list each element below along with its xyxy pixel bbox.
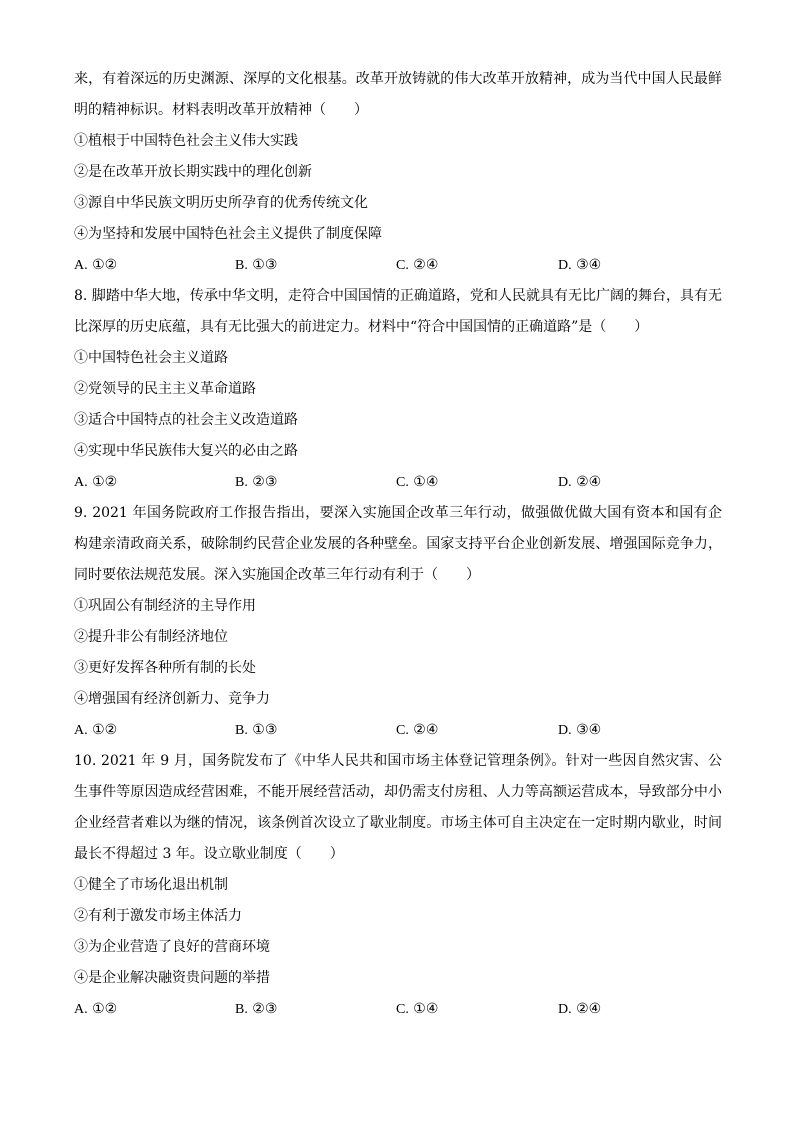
question-8 xyxy=(74,281,722,498)
question-text-line: 来，有着深远的历史渊源、深厚的文化根基。改革开放铸就的伟大改革开放精神，成为当代中国人民最鲜 xyxy=(74,71,722,87)
option-4: ④是企业解决融资贵问题的举措 xyxy=(74,970,270,986)
option-2: ②是在改革开放长期实践中的理化创新 xyxy=(74,164,312,180)
option-1: ①健全了市场化退出机制 xyxy=(74,877,228,893)
answer-choice-c[interactable]: C. ①④ xyxy=(396,1001,439,1017)
option-3: ③更好发挥各种所有制的长处 xyxy=(74,660,256,676)
answer-choice-d[interactable]: D. ③④ xyxy=(558,722,602,738)
option-3: ③为企业营造了良好的营商环境 xyxy=(74,939,270,955)
option-3: ③源自中华民族文明历史所孕育的优秀传统文化 xyxy=(74,195,368,211)
question-text-line: 最长不得超过 3 年。设立歇业制度（ ） xyxy=(74,846,344,862)
answer-choices xyxy=(74,994,722,1025)
answer-choices xyxy=(74,467,722,498)
answer-choices xyxy=(74,250,722,281)
option-1: ①巩固公有制经济的主导作用 xyxy=(74,598,256,614)
answer-choice-b[interactable]: B. ②③ xyxy=(235,474,278,490)
question-text-line: 构建亲清政商关系，破除制约民营企业发展的各种壁垒。国家支持平台企业创新发展、增强国际竞争力， xyxy=(74,536,722,552)
option-1: ①植根于中国特色社会主义伟大实践 xyxy=(74,133,298,149)
option-4: ④为坚持和发展中国特色社会主义提供了制度保障 xyxy=(74,226,382,242)
question-text-line: 8. 脚踏中华大地，传承中华文明，走符合中国国情的正确道路，党和人民就具有无比广阔的舞台，具有无 xyxy=(74,288,722,304)
option-3: ③适合中国特点的社会主义改造道路 xyxy=(74,412,298,428)
question-text-line: 10. 2021 年 9 月，国务院发布了《中华人民共和国市场主体登记管理条例》。针对一些因自然灾害、公 xyxy=(74,753,722,769)
question-7 xyxy=(74,64,722,281)
question-10 xyxy=(74,746,722,1025)
answer-choices xyxy=(74,715,722,746)
question-text-line: 比深厚的历史底蕴，具有无比强大的前进定力。材料中“符合中国国情的正确道路”是（ ） xyxy=(74,319,649,335)
option-4: ④增强国有经济创新力、竞争力 xyxy=(74,691,270,707)
question-9 xyxy=(74,498,722,746)
answer-choice-d[interactable]: D. ②④ xyxy=(558,1001,602,1017)
page-content xyxy=(74,64,722,1025)
answer-choice-b[interactable]: B. ②③ xyxy=(235,1001,278,1017)
answer-choice-b[interactable]: B. ①③ xyxy=(235,257,278,273)
option-2: ②党领导的民主主义革命道路 xyxy=(74,381,256,397)
answer-choice-d[interactable]: D. ③④ xyxy=(558,257,602,273)
option-1: ①中国特色社会主义道路 xyxy=(74,350,228,366)
option-2: ②提升非公有制经济地位 xyxy=(74,629,228,645)
option-2: ②有利于激发市场主体活力 xyxy=(74,908,242,924)
answer-choice-a[interactable]: A. ①② xyxy=(74,257,118,273)
answer-choice-a[interactable]: A. ①② xyxy=(74,722,118,738)
answer-choice-a[interactable]: A. ①② xyxy=(74,1001,118,1017)
question-text-line: 同时要依法规范发展。深入实施国企改革三年行动有利于（ ） xyxy=(74,567,480,583)
answer-choice-c[interactable]: C. ②④ xyxy=(396,257,439,273)
option-4: ④实现中华民族伟大复兴的必由之路 xyxy=(74,443,298,459)
question-text-line: 9. 2021 年国务院政府工作报告指出，要深入实施国企改革三年行动，做强做优做大国有资本和国有企 xyxy=(74,505,722,521)
answer-choice-c[interactable]: C. ①④ xyxy=(396,474,439,490)
answer-choice-a[interactable]: A. ①② xyxy=(74,474,118,490)
answer-choice-b[interactable]: B. ①③ xyxy=(235,722,278,738)
answer-choice-c[interactable]: C. ②④ xyxy=(396,722,439,738)
question-text-line: 生事件等原因造成经营困难，不能开展经营活动，却仍需支付房租、人力等高额运营成本，导致部分中小 xyxy=(74,784,722,800)
answer-choice-d[interactable]: D. ②④ xyxy=(558,474,602,490)
question-text-line: 明的精神标识。材料表明改革开放精神（ ） xyxy=(74,102,368,118)
question-text-line: 企业经营者难以为继的情况，该条例首次设立了歇业制度。市场主体可自主决定在一定时期内歇业，时间 xyxy=(74,815,722,831)
